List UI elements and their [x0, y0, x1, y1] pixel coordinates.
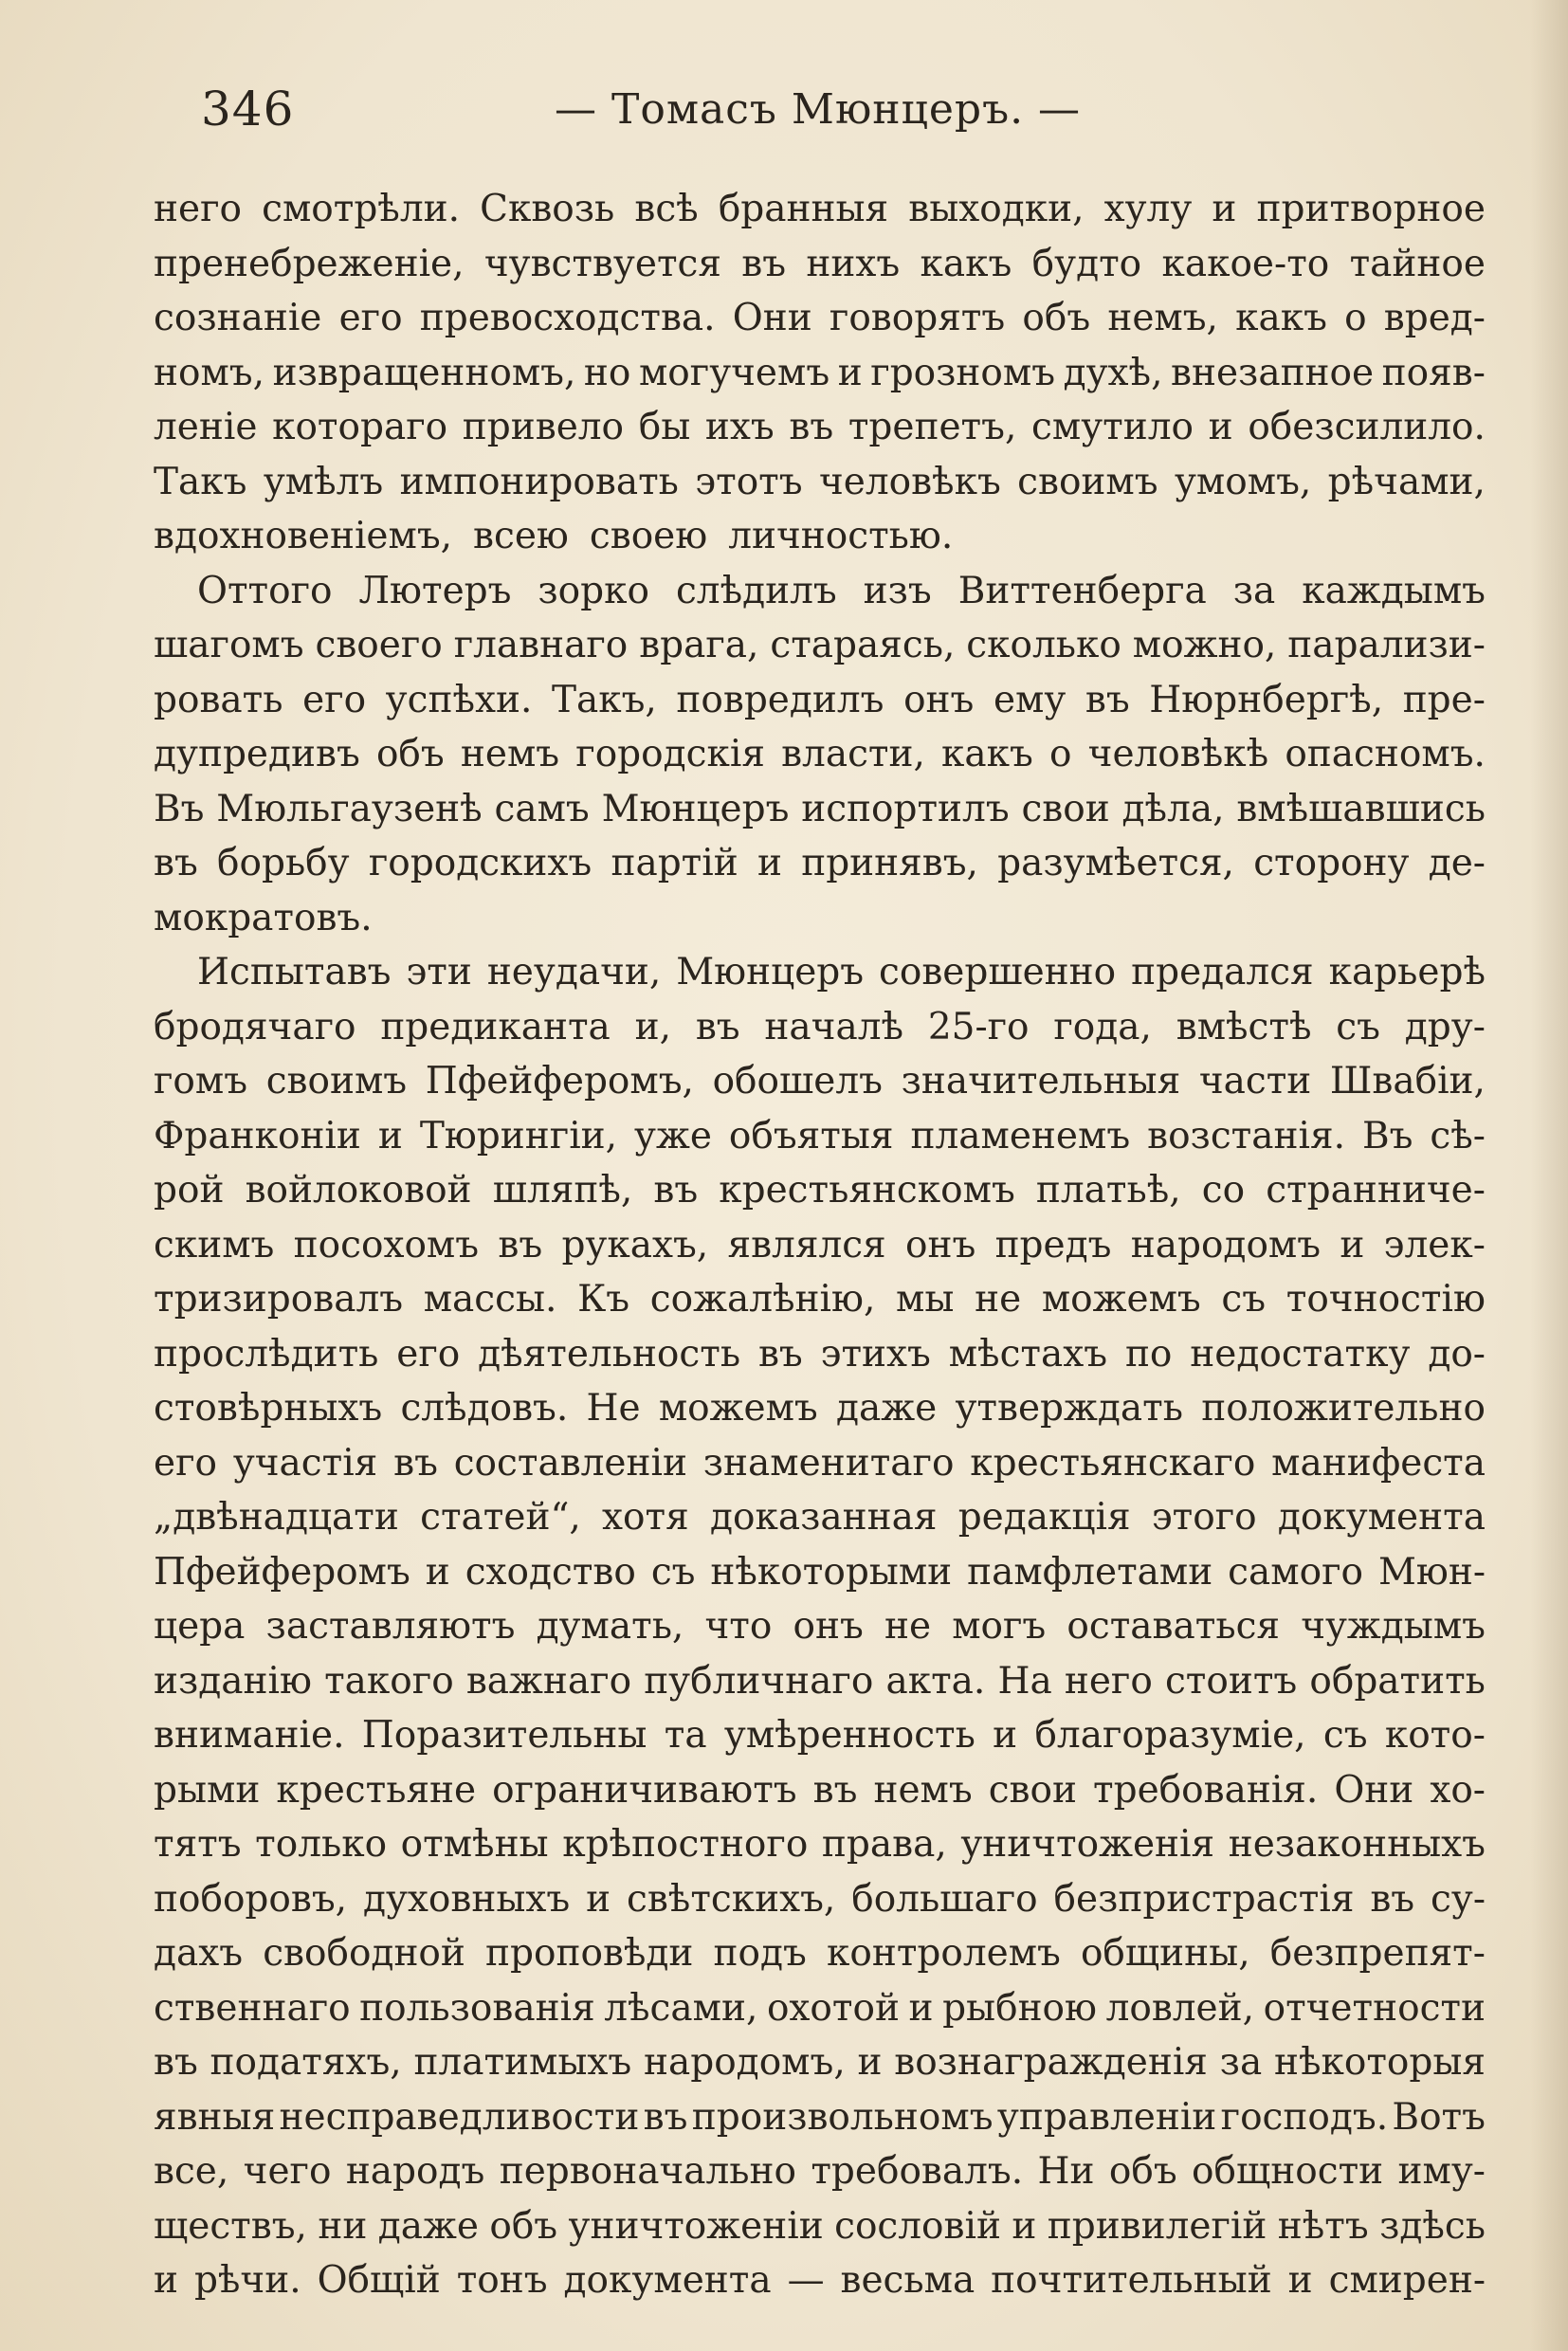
text-line: Оттого Лютеръ зорко слѣдилъ изъ Виттенберга за каждымъ	[197, 569, 1486, 612]
text-line: гомъ своимъ Пфейферомъ, обошелъ значительныя части Швабіи,	[154, 1060, 1486, 1103]
page-edge-shadow	[1530, 0, 1568, 2351]
text-line: мократовъ.	[154, 896, 373, 939]
text-line: вдохновеніемъ, всею своею личностью.	[154, 515, 954, 557]
text-line: ровать его успѣхи. Такъ, повредилъ онъ ему въ Нюрнбергѣ, пре-	[154, 678, 1486, 721]
text-line: дупредивъ объ немъ городскія власти, какъ о человѣкѣ опасномъ.	[154, 733, 1486, 775]
page-number: 346	[201, 82, 295, 137]
text-line: леніе котораго привело бы ихъ въ трепетъ, смутило и обезсилило.	[154, 406, 1486, 448]
text-line: Испытавъ эти неудачи, Мюнцеръ совершенно предался карьерѣ	[197, 951, 1486, 993]
text-line: дахъ свободной проповѣди подъ контролемъ общины, безпрепят-	[154, 1932, 1486, 1975]
text-line: Такъ умѣлъ импонировать этотъ человѣкъ своимъ умомъ, рѣчами,	[154, 460, 1486, 503]
text-line: его участія въ составленіи знаменитаго крестьянскаго манифеста	[154, 1441, 1486, 1485]
text-line: изданію такого важнаго публичнаго акта. На него стоитъ обратить	[154, 1659, 1486, 1703]
text-line: въ податяхъ, платимыхъ народомъ, и вознагражденія за нѣкоторыя	[154, 2041, 1486, 2084]
text-line: Франконіи и Тюрингіи, уже объятыя пламенемъ возстанія. Въ сѣ-	[154, 1114, 1486, 1157]
text-line: номъ, извращенномъ, но могучемъ и грозномъ духѣ, внезапное появ-	[154, 351, 1486, 394]
text-line: въ борьбу городскихъ партій и принявъ, разумѣется, сторону де-	[154, 842, 1486, 884]
text-line: тятъ только отмѣны крѣпостного права, уничтоженія незаконныхъ	[154, 1823, 1486, 1866]
text-line: тризировалъ массы. Къ сожалѣнію, мы не можемъ съ точностію	[154, 1278, 1486, 1321]
text-line: Пфейферомъ и сходство съ нѣкоторыми памфлетами самого Мюн-	[154, 1550, 1486, 1594]
text-line: него смотрѣли. Сквозь всѣ бранныя выходки, хулу и притворное	[154, 188, 1486, 230]
text-line: явныя несправедливости въ произвольномъ управленіи господъ. Вотъ	[154, 2095, 1486, 2139]
text-line: цера заставляютъ думать, что онъ не могъ оставаться чуждымъ	[154, 1605, 1486, 1648]
text-line: поборовъ, духовныхъ и свѣтскихъ, большаго безпристрастія въ су-	[154, 1877, 1486, 1921]
text-line: шагомъ своего главнаго врага, стараясь, сколько можно, парализи-	[154, 624, 1486, 666]
text-line: ственнаго пользованія лѣсами, охотой и рыбною ловлей, отчетности	[154, 1986, 1486, 2030]
text-line: „двѣнадцати статей“, хотя доказанная редакція этого документа	[154, 1496, 1486, 1539]
text-line: скимъ посохомъ въ рукахъ, являлся онъ предъ народомъ и элек-	[154, 1223, 1486, 1267]
text-line: все, чего народъ первоначально требовалъ. Ни объ общности иму-	[154, 2150, 1486, 2193]
page-header	[0, 76, 1568, 152]
text-line: Въ Мюльгаузенѣ самъ Мюнцеръ испортилъ свои дѣла, вмѣшавшись	[154, 787, 1486, 830]
text-line: рой войлоковой шляпѣ, въ крестьянскомъ платьѣ, со странниче-	[154, 1169, 1486, 1212]
text-line: и рѣчи. Общій тонъ документа — весьма почтительный и смирен-	[154, 2259, 1486, 2302]
text-line: прослѣдить его дѣятельность въ этихъ мѣстахъ по недостатку до-	[154, 1332, 1486, 1376]
text-line: вниманіе. Поразительны та умѣренность и благоразуміе, съ кото-	[154, 1714, 1486, 1757]
text-line: пренебреженіе, чувствуется въ нихъ какъ будто какое-то тайное	[154, 242, 1486, 285]
text-line: рыми крестьяне ограничиваютъ въ немъ свои требованія. Они хо-	[154, 1768, 1486, 1812]
text-line: бродячаго предиканта и, въ началѣ 25-го года, вмѣстѣ съ дру-	[154, 1005, 1486, 1048]
text-line: ществъ, ни даже объ уничтоженіи сословій и привилегій нѣтъ здѣсь	[154, 2204, 1486, 2248]
body-text	[154, 182, 1486, 2308]
text-line: сознаніе его превосходства. Они говорятъ объ немъ, какъ о вред-	[154, 297, 1486, 339]
text-line: стовѣрныхъ слѣдовъ. Не можемъ даже утверждать положительно	[154, 1387, 1486, 1430]
running-title: — Томасъ Мюнцеръ. —	[555, 85, 1082, 134]
